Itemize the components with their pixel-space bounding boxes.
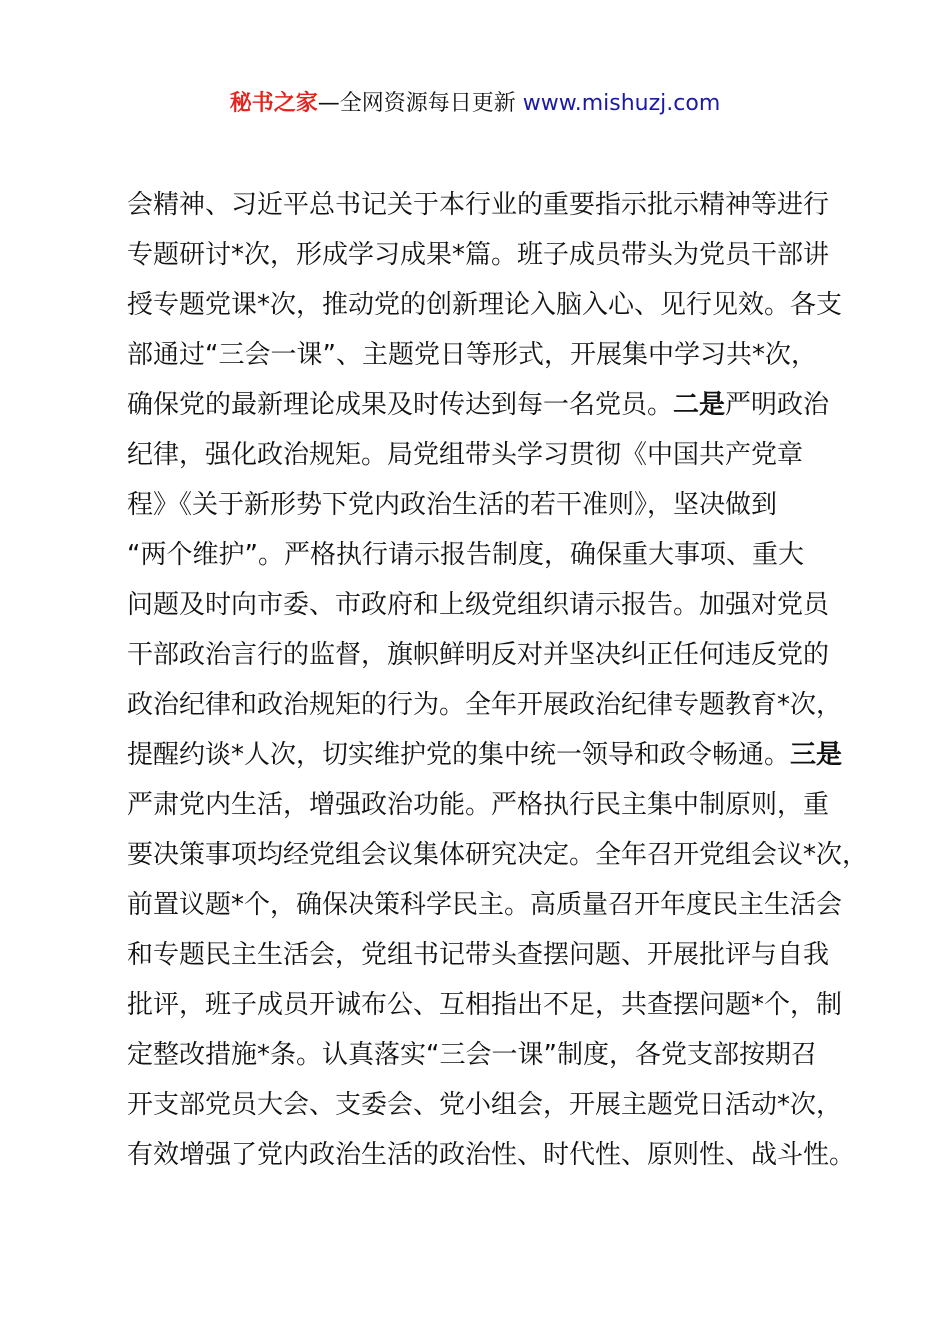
body-line: 定整改措施*条。认真落实“三会一课”制度，各党支部按期召 — [127, 1040, 817, 1070]
section-marker-three: 三是 — [790, 740, 843, 770]
website-link[interactable]: www.mishuzj.com — [522, 91, 721, 116]
body-line: 授专题党课*次，推动党的创新理论入脑入心、见行见效。各支 — [127, 290, 843, 320]
body-text-segment: 严明政治 — [725, 390, 830, 420]
brand-name: 秘书之家 — [229, 91, 318, 116]
body-line: 程》《关于新形势下党内政治生活的若干准则》，坚决做到 — [127, 490, 778, 520]
body-line: 和专题民主生活会，党组书记带头查摆问题、开展批评与自我 — [127, 940, 830, 970]
body-line — [127, 380, 837, 430]
body-line — [127, 730, 843, 780]
body-line: 要决策事项均经党组会议集体研究决定。全年召开党组会议*次， — [127, 840, 869, 870]
body-text-segment: 提醒约谈*人次，切实维护党的集中统一领导和政令畅通。 — [127, 740, 791, 770]
body-line: “两个维护”。严格执行请示报告制度，确保重大事项、重大 — [127, 540, 804, 570]
body-line: 纪律，强化政治规矩。局党组带头学习贯彻《中国共产党章 — [127, 440, 804, 470]
body-line: 严肃党内生活，增强政治功能。严格执行民主集中制原则，重 — [127, 790, 830, 820]
body-line: 干部政治言行的监督，旗帜鲜明反对并坚决纠正任何违反党的 — [127, 640, 830, 670]
body-line: 批评，班子成员开诚布公、互相指出不足，共查摆问题*个，制 — [127, 990, 843, 1020]
body-line: 问题及时向市委、市政府和上级党组织请示报告。加强对党员 — [127, 590, 830, 620]
section-marker-two: 二是 — [673, 390, 726, 420]
body-line: 前置议题*个，确保决策科学民主。高质量召开年度民主生活会 — [127, 890, 843, 920]
document-body — [127, 180, 869, 1180]
body-line: 会精神、习近平总书记关于本行业的重要指示批示精神等进行 — [127, 190, 830, 220]
header-slogan: —全网资源每日更新 — [317, 91, 523, 116]
body-line: 专题研讨*次，形成学习成果*篇。班子成员带头为党员干部讲 — [127, 240, 830, 270]
page-header — [0, 86, 950, 122]
body-line: 开支部党员大会、支委会、党小组会，开展主题党日活动*次， — [127, 1090, 843, 1120]
body-text-segment: 确保党的最新理论成果及时传达到每一名党员。 — [127, 390, 674, 420]
body-line: 有效增强了党内政治生活的政治性、时代性、原则性、战斗性。 — [127, 1140, 856, 1170]
body-line: 政治纪律和政治规矩的行为。全年开展政治纪律专题教育*次， — [127, 690, 843, 720]
body-line: 部通过“三会一课”、主题党日等形式，开展集中学习共*次， — [127, 340, 817, 370]
